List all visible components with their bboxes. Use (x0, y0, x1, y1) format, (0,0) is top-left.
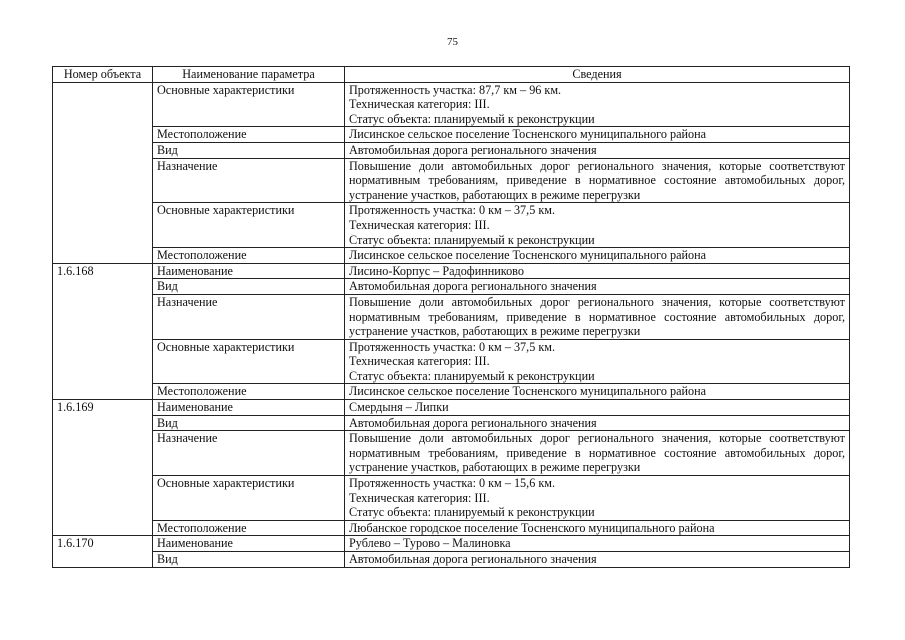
parameters-table (52, 66, 850, 568)
details-cell (345, 127, 850, 143)
details-line: Протяженность участка: 87,7 км – 96 км. (349, 82, 562, 97)
table-row (53, 158, 850, 203)
table-header-row (53, 67, 850, 83)
parameter-name-cell: Назначение (153, 431, 345, 476)
details-line: Рублево – Турово – Малиновка (349, 536, 511, 551)
details-line: Лисинское сельское поселение Тосненского муниципального района (349, 127, 707, 142)
details-cell (345, 400, 850, 416)
object-number-cell (53, 82, 153, 263)
table-row (53, 400, 850, 416)
details-line: Техническая категория: III. (349, 354, 490, 369)
parameter-name-cell: Основные характеристики (153, 203, 345, 248)
details-line: Протяженность участка: 0 км – 37,5 км. (349, 203, 556, 218)
table-row (53, 294, 850, 339)
parameter-name-cell: Наименование (153, 400, 345, 416)
details-line: Техническая категория: III. (349, 217, 490, 232)
parameter-name-cell: Местоположение (153, 127, 345, 143)
details-cell (345, 263, 850, 279)
details-line: Повышение доли автомобильных дорог регионального значения, которые соответствуют нормативным требованиям, приведение в нормативное состояние автомобильных дорог, устранение участков, работающих в режиме перегрузки (349, 294, 845, 339)
parameter-name-cell: Основные характеристики (153, 339, 345, 384)
details-line: Техническая категория: III. (349, 490, 490, 505)
details-cell (345, 248, 850, 264)
details-line: Повышение доли автомобильных дорог регионального значения, которые соответствуют нормативным требованиям, приведение в нормативное состояние автомобильных дорог, устранение участков, работающих в режиме перегрузки (349, 431, 845, 475)
details-line: Лисинское сельское поселение Тосненского муниципального района (349, 248, 707, 263)
parameter-name-cell: Местоположение (153, 520, 345, 536)
header-object-number: Номер объекта (53, 67, 153, 83)
parameter-name-cell: Вид (153, 552, 345, 568)
details-line: Смердыня – Липки (349, 400, 449, 415)
details-line: Любанское городское поселение Тосненского муниципального района (349, 520, 715, 535)
details-cell (345, 279, 850, 295)
parameter-name-cell: Наименование (153, 536, 345, 552)
details-line: Повышение доли автомобильных дорог регионального значения, которые соответствуют нормативным требованиям, приведение в нормативное состояние автомобильных дорог, устранение участков, работающих в режиме перегрузки (349, 158, 845, 202)
details-cell (345, 158, 850, 203)
parameter-name-cell: Вид (153, 279, 345, 295)
parameter-name-cell: Местоположение (153, 248, 345, 264)
details-line: Автомобильная дорога регионального значения (349, 552, 597, 566)
details-line: Лисинское сельское поселение Тосненского муниципального района (349, 384, 707, 399)
table-row (53, 142, 850, 158)
details-line: Статус объекта: планируемый к реконструкции (349, 232, 595, 247)
table-body (53, 82, 850, 567)
details-line: Техническая категория: III. (349, 97, 490, 112)
details-line: Автомобильная дорога регионального значения (349, 415, 597, 430)
details-cell (345, 476, 850, 521)
details-cell (345, 520, 850, 536)
parameter-name-cell: Наименование (153, 263, 345, 279)
details-cell (345, 339, 850, 384)
parameter-name-cell: Вид (153, 142, 345, 158)
details-line: Лисино-Корпус – Радофинниково (349, 263, 524, 278)
table-row (53, 82, 850, 127)
parameter-name-cell: Основные характеристики (153, 476, 345, 521)
details-line: Автомобильная дорога регионального значения (349, 279, 597, 294)
details-line: Статус объекта: планируемый к реконструкции (349, 368, 595, 383)
table-row (53, 415, 850, 431)
page-number: 75 (447, 36, 458, 48)
details-cell (345, 552, 850, 568)
details-line: Протяженность участка: 0 км – 15,6 км. (349, 476, 556, 491)
details-line: Статус объекта: планируемый к реконструкции (349, 505, 595, 520)
details-cell (345, 294, 850, 339)
table-row (53, 520, 850, 536)
table-row (53, 536, 850, 552)
table-row (53, 203, 850, 248)
object-number-cell: 1.6.170 (53, 536, 153, 567)
parameter-name-cell: Основные характеристики (153, 82, 345, 127)
details-cell (345, 82, 850, 127)
object-number-cell: 1.6.168 (53, 263, 153, 399)
details-line: Автомобильная дорога регионального значения (349, 142, 597, 157)
table-row (53, 476, 850, 521)
parameter-name-cell: Вид (153, 415, 345, 431)
details-cell (345, 415, 850, 431)
details-cell (345, 142, 850, 158)
details-line: Статус объекта: планируемый к реконструкции (349, 111, 595, 126)
table-row (53, 248, 850, 264)
parameter-name-cell: Назначение (153, 294, 345, 339)
table-row (53, 127, 850, 143)
details-line: Протяженность участка: 0 км – 37,5 км. (349, 339, 556, 354)
table-row (53, 279, 850, 295)
table-row (53, 431, 850, 476)
parameter-name-cell: Местоположение (153, 384, 345, 400)
parameter-name-cell: Назначение (153, 158, 345, 203)
table-row (53, 384, 850, 400)
details-cell (345, 384, 850, 400)
details-cell (345, 203, 850, 248)
details-cell (345, 431, 850, 476)
details-cell (345, 536, 850, 552)
table-row (53, 263, 850, 279)
table-row (53, 339, 850, 384)
object-number-cell: 1.6.169 (53, 400, 153, 536)
header-parameter-name: Наименование параметра (153, 67, 345, 83)
table-row (53, 552, 850, 568)
header-details: Сведения (345, 67, 850, 83)
